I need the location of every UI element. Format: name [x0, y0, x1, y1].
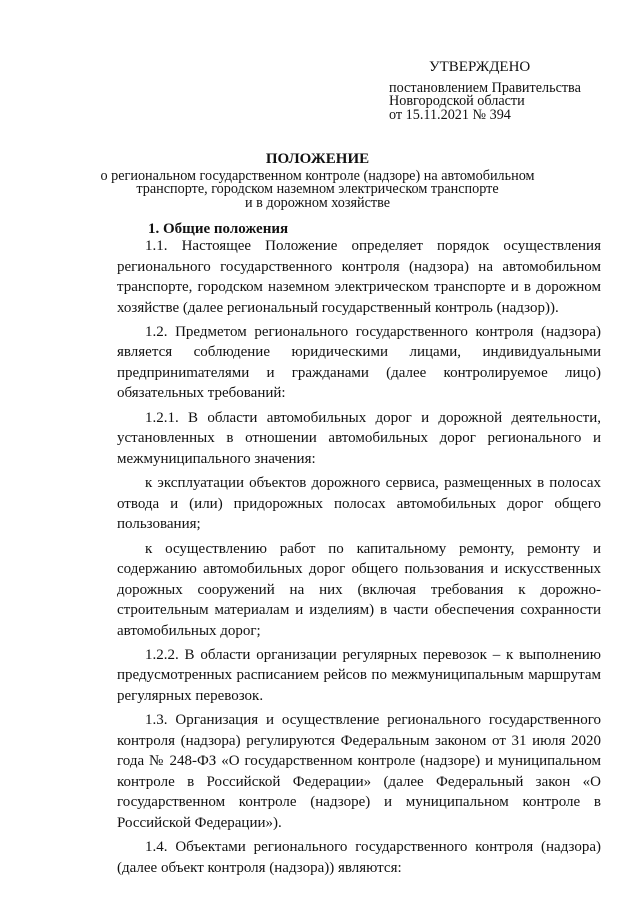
approval-line-2: Новгородской области	[389, 93, 525, 110]
paragraph-1-2-2: 1.2.2. В области организации регулярных перевозок – к выполнению предусмотренных расписанием рейсов по межмуниципальным маршрутам регулярных перевозок.	[117, 646, 601, 704]
approval-line-1: постановлением Правительства	[389, 80, 581, 96]
paragraph-road-repair: к осуществлению работ по капитальному ремонту, ремонту и содержанию автомобильных дорог общего пользования и искусственных дорожных сооружений на них (включая требования к дорожно-строительным материалам и изделиям) в части обеспечения сохранности автомобильных дорог;	[117, 540, 601, 639]
subtitle-line-1: о региональном государственном контроле (надзоре) на автомобильном	[100, 168, 535, 184]
approval-line-3: от 15.11.2021 № 394	[389, 106, 511, 123]
document-title: ПОЛОЖЕНИЕ	[265, 151, 370, 167]
approval-stamp	[389, 58, 619, 122]
approval-heading: УТВЕРЖДЕНО	[429, 59, 531, 75]
paragraph-1-4: 1.4. Объектами регионального государственного контроля (надзора) (далее объект контроля (надзора)) являются:	[117, 839, 601, 876]
paragraph-1-1: 1.1. Настоящее Положение определяет порядок осуществления регионального государственного контроля (надзора) на автомобильном транспорте, городском наземном электрическом транспорте и в дорожном хозяйстве (далее региональный государственный контроль (надзор)).	[117, 238, 601, 316]
paragraph-1-3: 1.3. Организация и осуществление регионального государственного контроля (надзора) регулируются Федеральным законом от 31 июля 2020 года № 248-ФЗ «О государственном контроле (надзоре) и муниципальном контроле в Российской Федерации» (далее Федеральный закон «О государственном контроле (надзоре) и муниципальном контроле в Российской Федерации»).	[117, 712, 601, 831]
document-subtitle	[0, 170, 635, 210]
subtitle-line-2: транспорте, городском наземном электрическом транспорте	[136, 181, 499, 198]
paragraph-1-2: 1.2. Предметом регионального государственного контроля (надзора) является соблюдение юридическими лицами, индивидуальными предприниmателями и гражданами (далее контролируемое лицо) обязательных требований:	[117, 323, 601, 402]
section-heading: 1. Общие положения	[148, 221, 289, 237]
subtitle-line-3: и в дорожном хозяйстве	[244, 194, 391, 211]
paragraph-road-service: к эксплуатации объектов дорожного сервиса, размещенных в полосах отвода и (или) придорожных полосах автомобильных дорог общего пользования;	[117, 475, 601, 533]
document-body	[117, 236, 601, 882]
paragraph-1-2-1: 1.2.1. В области автомобильных дорог и дорожной деятельности, установленных в отношении автомобильных дорог регионального и межмуниципального значения:	[117, 409, 601, 467]
